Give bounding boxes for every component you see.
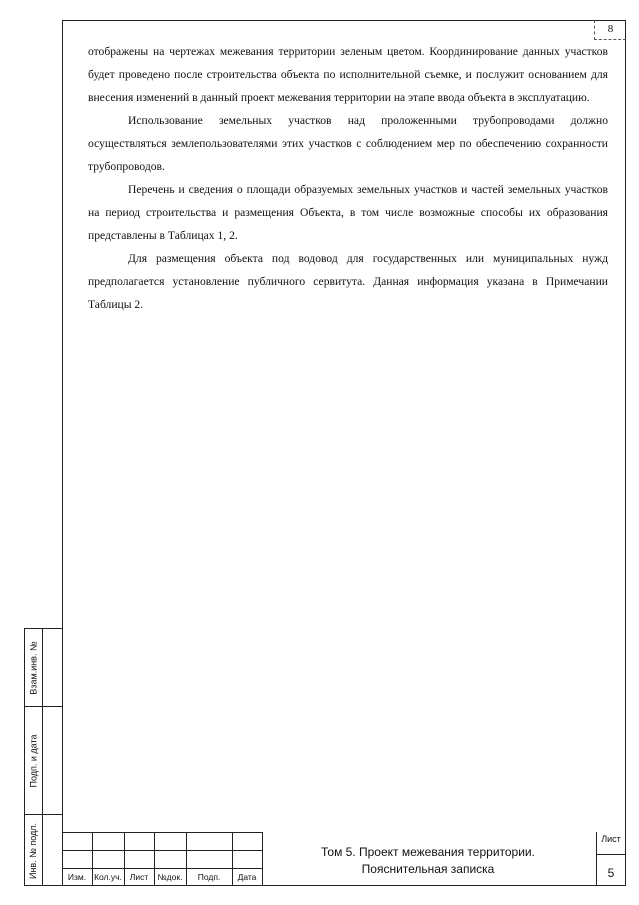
sidebar-label-inv: Инв. № подл. (28, 822, 39, 880)
stamp-kol: Кол.уч. (94, 872, 122, 882)
sidebar-divider (42, 629, 43, 885)
title-block (62, 832, 626, 886)
document-title-line-2: Пояснительная записка (361, 862, 495, 876)
sheet-label: Лист (601, 834, 621, 844)
side-stamp (24, 628, 62, 886)
sidebar-label-podp: Подп. и дата (28, 733, 39, 788)
stamp-ndok: №док. (157, 872, 183, 882)
paragraph-2: Использование земельных участков над проложенными трубопроводами должно осуществляться землепользователями этих участков с соблюдением мер по обеспечению сохранности трубопроводов. (88, 114, 608, 173)
sidebar-label-vzam: Взам.инв. № (28, 640, 39, 695)
sheet-number: 5 (607, 866, 615, 880)
document-title-line-1: Том 5. Проект межевания территории. (321, 845, 535, 859)
page-number-top: 8 (594, 20, 626, 40)
sidebar-cell-vzam (25, 629, 62, 707)
paragraph-1: отображены на чертежах межевания территории зеленым цветом. Координирование данных участков будет проведено после строительства объекта по исполнительной съемке, и послужит основанием для внесения изменений в данный проект межевания территории на этапе ввода объекта в эксплуатацию. (88, 45, 608, 104)
paragraph-3: Перечень и сведения о площади образуемых земельных участков и частей земельных участков на период строительства и размещения Объекта, в том числе возможные способы их образования представлены в Таблицах 1, 2. (88, 183, 608, 242)
sidebar-cell-inv (25, 815, 62, 887)
sidebar-cell-podp (25, 707, 62, 815)
paragraph-4: Для размещения объекта под водовод для государственных или муниципальных нужд предполагается установление публичного сервитута. Данная информация указана в Примечании Таблицы 2. (88, 252, 608, 311)
stamp-data: Дата (237, 872, 257, 882)
stamp-izm: Изм. (67, 872, 87, 882)
document-title (262, 844, 594, 878)
stamp-podp: Подп. (197, 872, 221, 882)
stamp-list: Лист (129, 872, 149, 882)
document-body (88, 40, 608, 316)
